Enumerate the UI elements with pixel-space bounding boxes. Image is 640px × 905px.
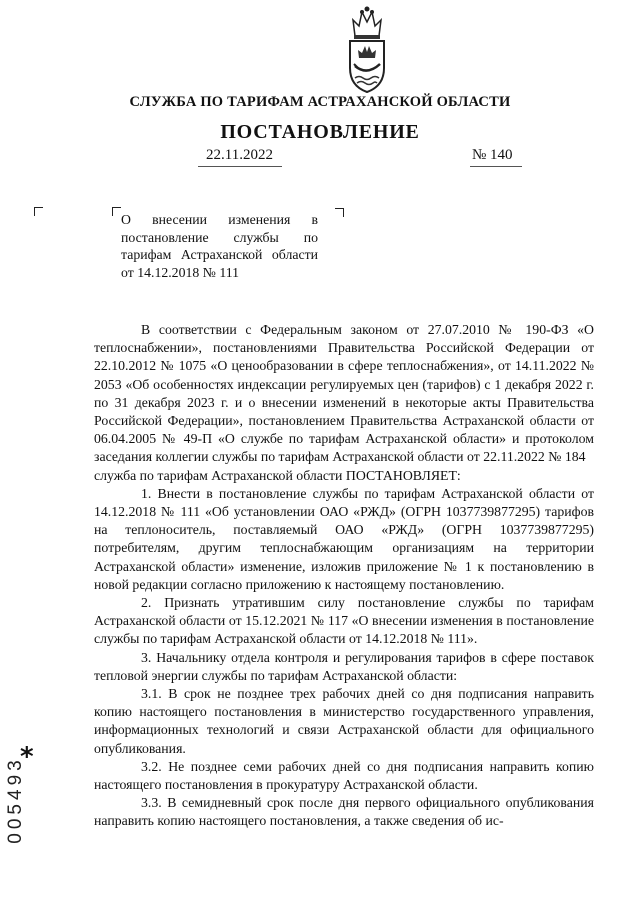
item-3-3-paragraph: 3.3. В семидневный срок после дня первого официального опубликования направить копию настоящего постановления, а также сведения об ис- — [94, 795, 594, 829]
agency-name: СЛУЖБА ПО ТАРИФАМ АСТРАХАНСКОЙ ОБЛАСТИ — [129, 94, 511, 110]
item-2-paragraph: 2. Признать утратившим силу постановление службы по тарифам Астраханской области от 15.12.2021 № 117 «О внесении изменения в постановление службы по тарифам Астраханской области от 14.12.2018 № 111». — [94, 595, 594, 647]
item-1-paragraph: 1. Внести в постановление службы по тарифам Астраханской области от 14.12.2018 № 111 «Об установлении ОАО «РЖД» (ОГРН 1037739877295) тарифов на теплоноситель, поставляемый ОАО «РЖД» (ОГРН 1037739877295) потребителям, другим теплоснабжающим организациям на территории Астраханской области» изменение, изложив приложение № 1 к постановлению в новой редакции согласно приложению к настоящему постановлению. — [94, 485, 594, 592]
document-number: № 140 — [472, 147, 513, 163]
margin-serial-number: 005493 — [5, 756, 26, 844]
preamble-paragraph: В соответствии с Федеральным законом от 27.07.2010 № 190-ФЗ «О теплоснабжении», постановлениями Правительства Российской Федерации от 22.10.2012 № 1075 «О ценообразовании в сфере теплоснабжения», от 14.11.2022 № 2053 «Об особенностях индексации регулируемых цен (тарифов) с 1 декабря 2022 г. по 31 декабря 2023 г. и о внесении изменений в некоторые акты Правительства Российской Федерации», постановлением Правительства Астраханской области от 06.04.2005 № 49-П «О службе по тарифам Астраханской области» и протоколом заседания коллегии службы по тарифам Астраханской области от 22.11.2022 № 184 — [94, 322, 594, 465]
corner-mark-subject-right — [335, 208, 344, 217]
number-underline — [470, 166, 522, 167]
document-body — [94, 321, 594, 831]
item-3-paragraph: 3. Начальнику отдела контроля и регулирования тарифов в сфере поставок тепловой энергии службы по тарифам Астраханской области: — [94, 649, 594, 683]
document-type-title: ПОСТАНОВЛЕНИЕ — [220, 121, 420, 143]
margin-star-mark: * — [20, 742, 34, 772]
item-3-2-paragraph: 3.2. Не позднее семи рабочих дней со дня подписания направить копию настоящего постановления в прокуратуру Астраханской области. — [94, 758, 594, 793]
date-underline — [198, 166, 282, 167]
corner-mark-subject-left — [112, 207, 121, 216]
astrakhan-coat-of-arms-icon — [343, 6, 391, 94]
decides-paragraph: служба по тарифам Астраханской области ПОСТАНОВЛЯЕТ: — [94, 467, 461, 483]
document-subject: О внесении изменения в постановление службы по тарифам Астраханской области от 14.12.2018 № 111 — [121, 212, 318, 280]
item-3-1-paragraph: 3.1. В срок не позднее трех рабочих дней со дня подписания направить копию настоящего постановления в министерство государственного управления, информационных технологий и связи Астраханской области для официального опубликования. — [94, 686, 594, 756]
document-date: 22.11.2022 — [206, 147, 273, 163]
corner-mark-left — [34, 207, 43, 216]
